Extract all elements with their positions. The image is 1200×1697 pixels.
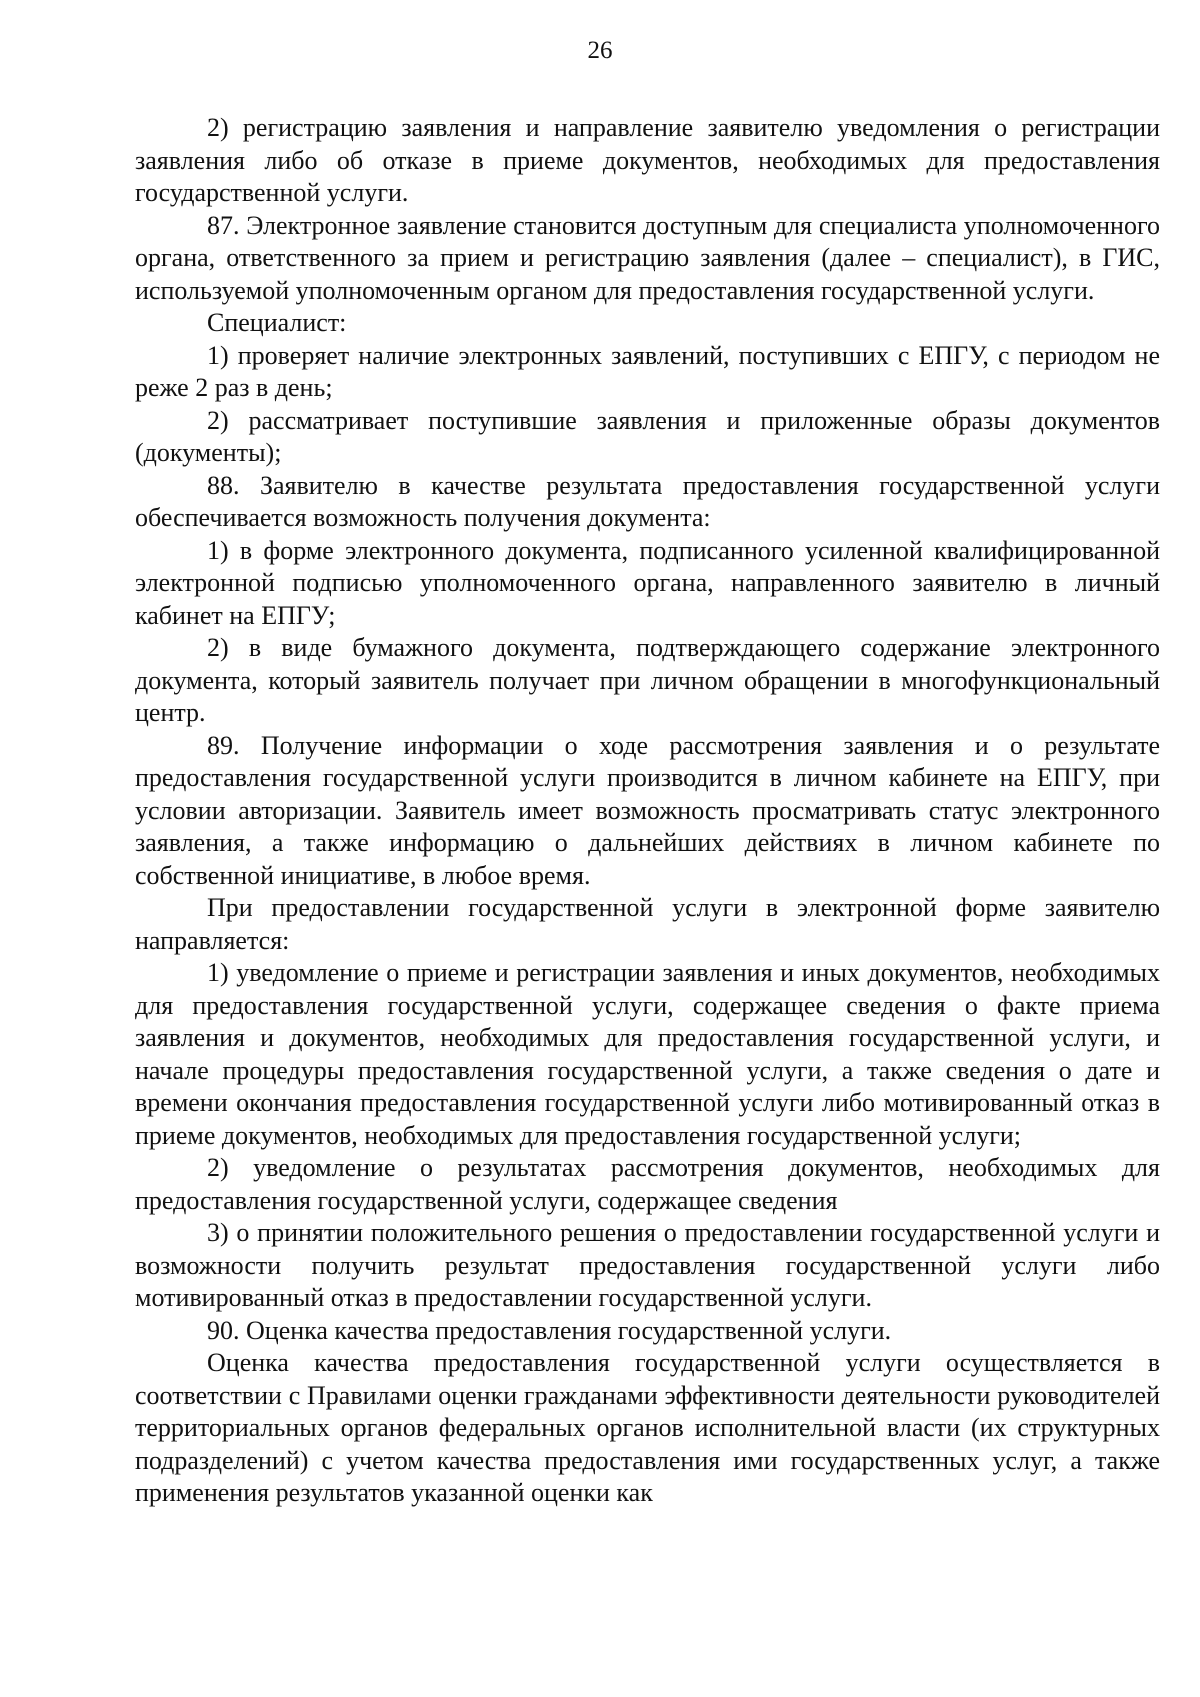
paragraph-quality-assessment: Оценка качества предоставления государственной услуги осуществляется в соответствии с Правилами оценки гражданами эффективности деятельности руководителей территориальных органов федеральных органов исполнительной власти (их структурных подразделений) с учетом качества предоставления ими государственных услуг, а также применения результатов указанной оценки как — [135, 1348, 1160, 1507]
document-body — [135, 112, 1160, 1510]
paragraph-notification-item-3: 3) о принятии положительного решения о предоставлении государственной услуги и возможности получить результат предоставления государственной услуги либо мотивированный отказ в предоставлении государственной услуги. — [135, 1218, 1160, 1312]
paragraph-87: 87. Электронное заявление становится доступным для специалиста уполномоченного органа, ответственного за прием и регистрацию заявления (далее – специалист), в ГИС, используемой уполномоченным органом для предоставления государственной услуги. — [135, 210, 1160, 305]
paragraph-88: 88. Заявителю в качестве результата предоставления государственной услуги обеспечивается возможность получения документа: — [135, 470, 1160, 532]
paragraph-notification-item-2: 2) уведомление о результатах рассмотрения документов, необходимых для предоставления государственной услуги, содержащее сведения — [135, 1153, 1160, 1215]
paragraph-88-item-1: 1) в форме электронного документа, подписанного усиленной квалифицированной электронной подписью уполномоченного органа, направленного заявителю в личный кабинет на ЕПГУ; — [135, 535, 1160, 630]
paragraph-89: 89. Получение информации о ходе рассмотрения заявления и о результате предоставления государственной услуги производится в личном кабинете на ЕПГУ, при условии авторизации. Заявитель имеет возможность просматривать статус электронного заявления, а также информацию о дальнейших действиях в личном кабинете по собственной инициативе, в любое время. — [135, 730, 1160, 890]
paragraph-notification-item-1: 1) уведомление о приеме и регистрации заявления и иных документов, необходимых для предоставления государственной услуги, содержащее сведения о факте приема заявления и документов, необходимых для предоставления государственной услуги, и начале процедуры предоставления государственной услуги, а также сведения о дате и времени окончания предоставления государственной услуги либо мотивированный отказ в приеме документов, необходимых для предоставления государственной услуги; — [135, 958, 1160, 1150]
page-number: 26 — [587, 37, 613, 64]
paragraph-90: 90. Оценка качества предоставления государственной услуги. — [207, 1315, 892, 1345]
paragraph-item-2-registration: 2) регистрацию заявления и направление заявителю уведомления о регистрации заявления либо об отказе в приеме документов, необходимых для предоставления государственной услуги. — [135, 113, 1160, 207]
paragraph-88-item-2: 2) в виде бумажного документа, подтверждающего содержание электронного документа, который заявитель получает при личном обращении в многофункциональный центр. — [135, 633, 1160, 727]
paragraph-electronic-form-intro: При предоставлении государственной услуги в электронной форме заявителю направляется: — [135, 893, 1160, 955]
paragraph-specialist-heading: Специалист: — [207, 308, 347, 337]
paragraph-specialist-item-2: 2) рассматривает поступившие заявления и приложенные образы документов (документы); — [135, 405, 1160, 467]
paragraph-specialist-item-1: 1) проверяет наличие электронных заявлений, поступивших с ЕПГУ, с периодом не реже 2 раз в день; — [135, 340, 1160, 402]
